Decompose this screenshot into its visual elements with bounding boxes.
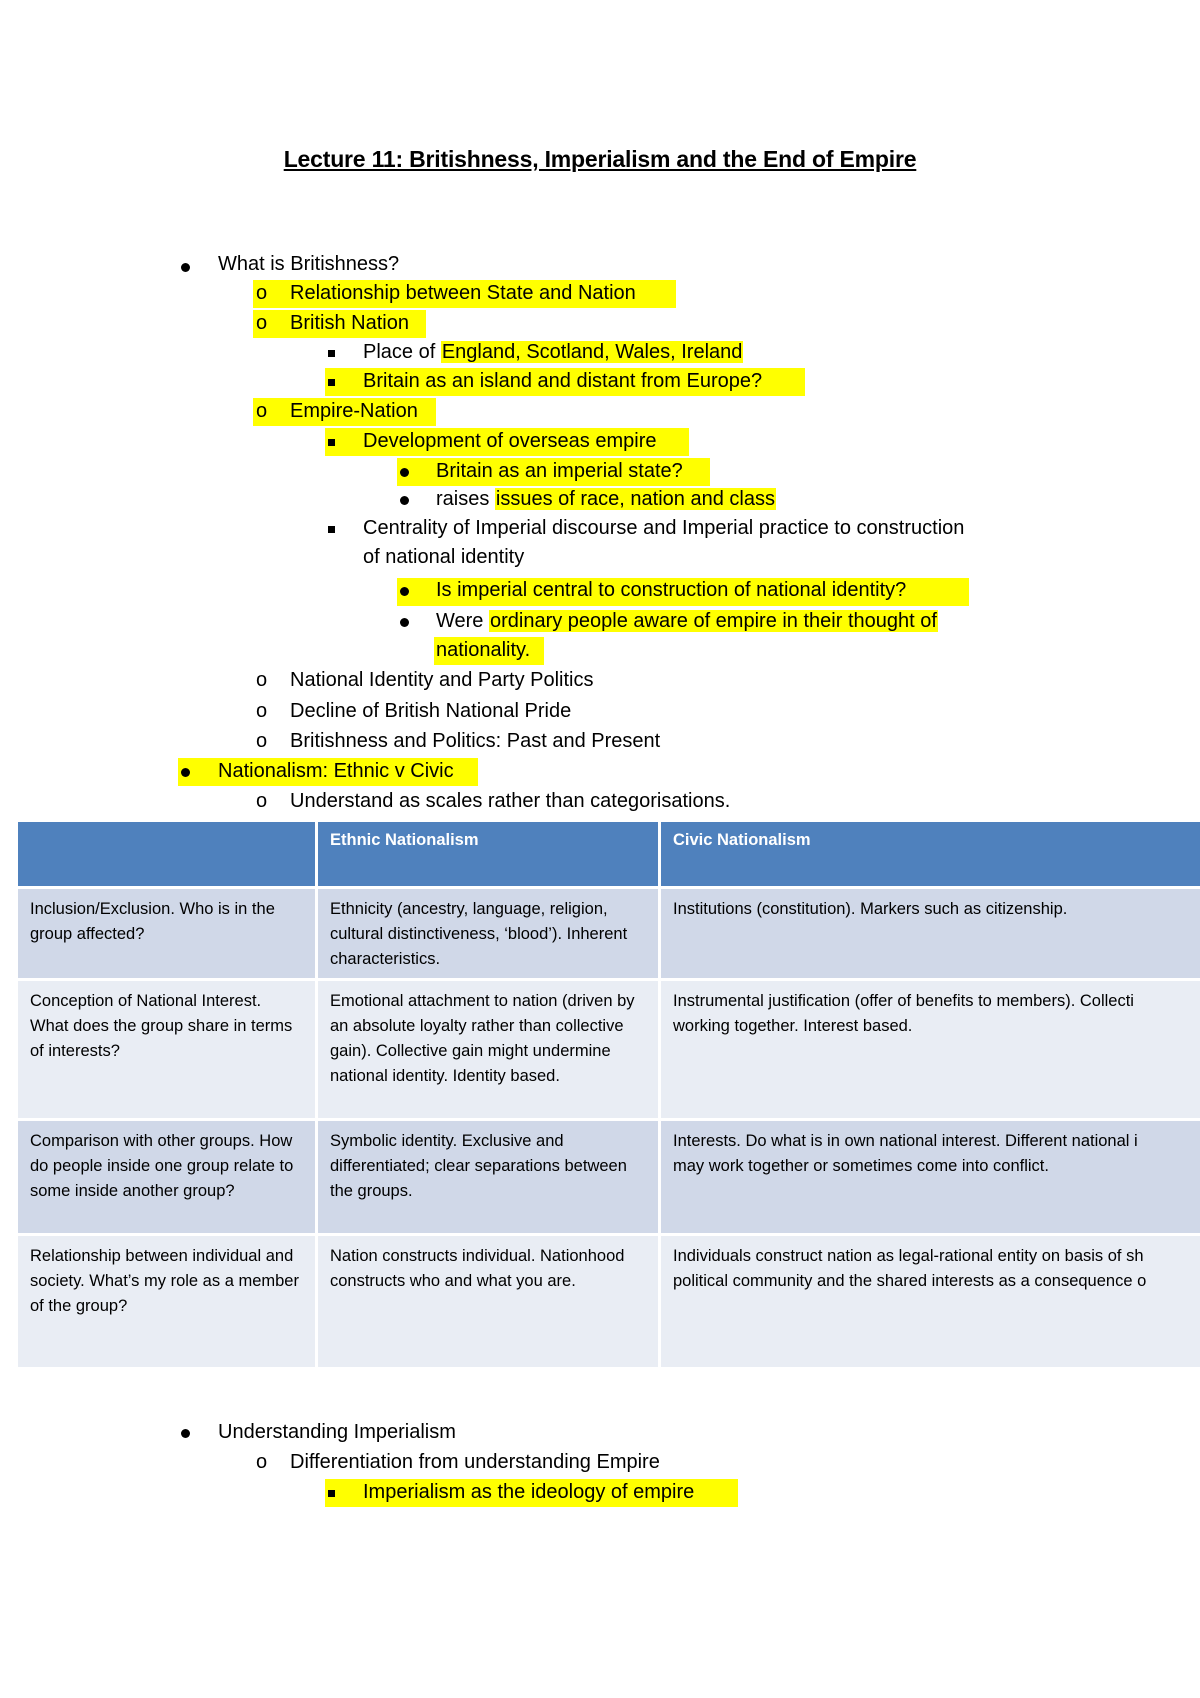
outline-item: Understanding Imperialism xyxy=(218,1421,456,1443)
table-row xyxy=(17,980,1200,1120)
outline-item: Is imperial central to construction of national identity? xyxy=(436,579,907,601)
bullet-dot xyxy=(181,758,190,786)
outline-item: Were ordinary people aware of empire in their thought of xyxy=(436,610,937,632)
table-cell: Institutions (constitution). Markers such as citizenship. xyxy=(660,888,1200,980)
outline-item: Britain as an island and distant from Europe? xyxy=(363,370,763,392)
bullet-square xyxy=(328,368,335,396)
outline-item: Nationalism: Ethnic v Civic xyxy=(218,760,454,782)
outline-item: Place of England, Scotland, Wales, Ireland xyxy=(363,341,743,363)
bullet-dot xyxy=(181,253,190,281)
table-header-cell: Civic Nationalism xyxy=(660,821,1200,888)
nationalism-table xyxy=(15,819,1200,1370)
bullet-o: o xyxy=(256,700,268,722)
bullet-dot xyxy=(181,1419,190,1447)
table-row xyxy=(17,888,1200,980)
table-cell: Inclusion/Exclusion. Who is in the group affected? xyxy=(17,888,317,980)
outline-item: Britain as an imperial state? xyxy=(436,460,683,482)
outline-item-continued: of national identity xyxy=(363,546,525,568)
bullet-o: o xyxy=(256,312,268,334)
table-cell: Conception of National Interest. What does the group share in terms of interests? xyxy=(17,980,317,1120)
table-cell: Comparison with other groups. How do people inside one group relate to some inside another group? xyxy=(17,1120,317,1235)
table-cell: Instrumental justification (offer of benefits to members). Collecti working together. Interest based. xyxy=(660,980,1200,1120)
bullet-o: o xyxy=(256,282,268,304)
bullet-dot xyxy=(400,608,409,636)
table-row xyxy=(17,1120,1200,1235)
table-cell: Interests. Do what is in own national interest. Different national i may work together or sometimes come into conflict. xyxy=(660,1120,1200,1235)
table-header-row xyxy=(17,821,1200,888)
table-cell: Emotional attachment to nation (driven by an absolute loyalty rather than collective gain). Collective gain might undermine national identity. Identity based. xyxy=(317,980,660,1120)
table-cell: Ethnicity (ancestry, language, religion, cultural distinctiveness, ‘blood’). Inherent characteristics. xyxy=(317,888,660,980)
bullet-dot xyxy=(400,486,409,514)
page-title: Lecture 11: Britishness, Imperialism and the End of Empire xyxy=(283,146,917,172)
table-header-cell xyxy=(17,821,317,888)
outline-item: Centrality of Imperial discourse and Imperial practice to construction xyxy=(363,517,965,539)
bullet-dot xyxy=(400,577,409,605)
outline-item: British Nation xyxy=(290,312,409,334)
table-cell: Individuals construct nation as legal-rational entity on basis of sh political community and the shared interests as a consequence o xyxy=(660,1235,1200,1369)
table-cell: Symbolic identity. Exclusive and differentiated; clear separations between the groups. xyxy=(317,1120,660,1235)
outline-item: Decline of British National Pride xyxy=(290,700,572,722)
outline-item: Empire-Nation xyxy=(290,400,418,422)
bullet-o: o xyxy=(256,400,268,422)
outline-item: raises issues of race, nation and class xyxy=(436,488,775,510)
bullet-o: o xyxy=(256,730,268,752)
outline-item: What is Britishness? xyxy=(218,253,400,275)
bullet-square xyxy=(328,339,335,367)
outline-item: Imperialism as the ideology of empire xyxy=(363,1481,695,1503)
bullet-square xyxy=(328,1479,335,1507)
outline-item-continued: nationality. xyxy=(436,639,531,661)
bullet-square xyxy=(328,428,335,456)
bullet-square xyxy=(328,515,335,543)
outline-item: Understand as scales rather than categorisations. xyxy=(290,790,731,812)
outline-item: Relationship between State and Nation xyxy=(290,282,636,304)
bullet-o: o xyxy=(256,669,268,691)
bullet-o: o xyxy=(256,790,268,812)
outline-item: Development of overseas empire xyxy=(363,430,657,452)
table-cell: Nation constructs individual. Nationhood constructs who and what you are. xyxy=(317,1235,660,1369)
outline-item: Differentiation from understanding Empire xyxy=(290,1451,660,1473)
table-header-cell: Ethnic Nationalism xyxy=(317,821,660,888)
outline-item: National Identity and Party Politics xyxy=(290,669,594,691)
table-row xyxy=(17,1235,1200,1369)
bullet-o: o xyxy=(256,1451,268,1473)
bullet-dot xyxy=(400,458,409,486)
table-cell: Relationship between individual and society. What’s my role as a member of the group? xyxy=(17,1235,317,1369)
outline-item: Britishness and Politics: Past and Present xyxy=(290,730,661,752)
